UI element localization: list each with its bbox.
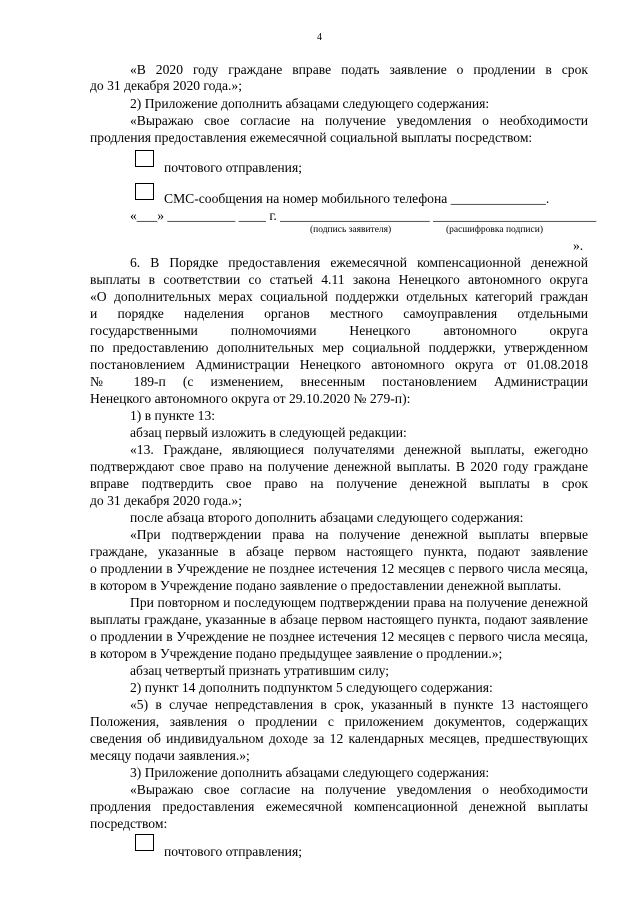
text-line: месяцу подачи заявления.»;	[90, 748, 250, 763]
text-line: абзац четвертый признать утратившим силу;	[130, 663, 390, 678]
closing-quote: ».	[573, 238, 584, 253]
text-line: продления предоставления ежемесячной социальной выплаты посредством:	[90, 130, 533, 145]
text-line: выплаты в соответствии со статьей 4.11 закона Ненецкого автономного округа	[90, 272, 588, 287]
checkbox-postal[interactable]	[135, 150, 154, 167]
text-line: о продлении в Учреждение не позднее истечения 12 месяцев с первого числа месяца,	[90, 561, 588, 576]
text-line: посредством:	[90, 816, 168, 831]
text-line: «Выражаю свое согласие на получение уведомления о необходимости	[130, 782, 588, 797]
text-line: подтверждают свое право на получение денежной выплаты. В 2020 году граждане	[90, 459, 588, 474]
caption-decoding: (расшифровка подписи)	[446, 225, 543, 235]
text-line: до 31 декабря 2020 года.»;	[90, 493, 242, 508]
text-line: «О дополнительных мерах социальной поддержки отдельных категорий граждан	[90, 289, 588, 304]
text-line: в котором в Учреждение подано заявление о предоставлении денежной выплаты.	[90, 578, 562, 593]
text-line: выплаты граждане, указанные в абзаце первом настоящего пункта, подают заявление	[90, 612, 588, 627]
text-line: продления предоставления ежемесячной компенсационной денежной выплаты	[90, 799, 588, 814]
text-line: абзац первый изложить в следующей редакции:	[130, 425, 407, 440]
text-line: «13. Граждане, являющиеся получателями денежной выплаты, ежегодно	[130, 442, 588, 457]
text-line: При повторном и последующем подтверждении права на получение денежной	[130, 595, 588, 610]
text-line: 6. В Порядке предоставления ежемесячной компенсационной денежной	[130, 255, 588, 270]
text-line: «При подтверждении права на получение денежной выплаты впервые	[130, 527, 588, 542]
text-line: граждане, указанные в абзаце первом настоящего пункта, подают заявление	[90, 544, 588, 559]
text-line: после абзаца второго дополнить абзацами следующего содержания:	[130, 510, 524, 525]
text-line: 2) Приложение дополнить абзацами следующего содержания:	[130, 96, 490, 111]
option-postal-label: почтового отправления;	[164, 160, 302, 175]
text-line: о продлении в Учреждение не позднее истечения 12 месяцев с первого числа месяца,	[90, 629, 588, 644]
option-sms-label: СМС-сообщения на номер мобильного телефона ______________.	[164, 191, 550, 206]
checkbox-postal-2[interactable]	[135, 834, 154, 851]
text-line: Положения, заявления о продлении с приложением документов, содержащих	[90, 714, 588, 729]
text-line: 2) пункт 14 дополнить подпунктом 5 следующего содержания:	[130, 680, 493, 695]
text-line: в котором в Учреждение подано предыдущее заявление о продлении.»;	[90, 646, 503, 661]
text-line: сведения об индивидуальном доходе за 12 календарных месяцев, предшествующих	[90, 731, 588, 746]
signature-line: «___» __________ ____ г. ______________________ ________________________	[130, 208, 597, 223]
text-line: «5) в случае непредставления в срок, указанный в пункте 13 настоящего	[130, 697, 588, 712]
text-line: по предоставлению дополнительных мер социальной поддержки, утвержденном	[90, 340, 588, 355]
text-line: «В 2020 году граждане вправе подать заявление о продлении в срок	[130, 62, 588, 77]
checkbox-sms[interactable]	[135, 183, 154, 200]
text-line: 1) в пункте 13:	[130, 408, 216, 423]
text-line: 3) Приложение дополнить абзацами следующего содержания:	[130, 765, 490, 780]
text-line: «Выражаю свое согласие на получение уведомления о необходимости	[130, 113, 588, 128]
text-line: и порядке наделения органов местного самоуправления отдельными	[90, 306, 588, 321]
option-postal-label-2: почтового отправления;	[164, 844, 302, 859]
text-line: вправе подтвердить свое право на получение денежной выплаты в срок	[90, 476, 588, 491]
text-line: государственными полномочиями Ненецкого автономного округа	[90, 323, 588, 338]
text-line: Ненецкого автономного округа от 29.10.2020 № 279-п):	[90, 391, 411, 406]
text-line: № 189-п (с изменением, внесенным постановлением Администрации	[90, 374, 588, 389]
caption-signature: (подпись заявителя)	[310, 225, 392, 235]
text-line: до 31 декабря 2020 года.»;	[90, 78, 242, 93]
page-number: 4	[317, 32, 322, 43]
text-line: постановлением Администрации Ненецкого автономного округа от 01.08.2018	[90, 357, 588, 372]
